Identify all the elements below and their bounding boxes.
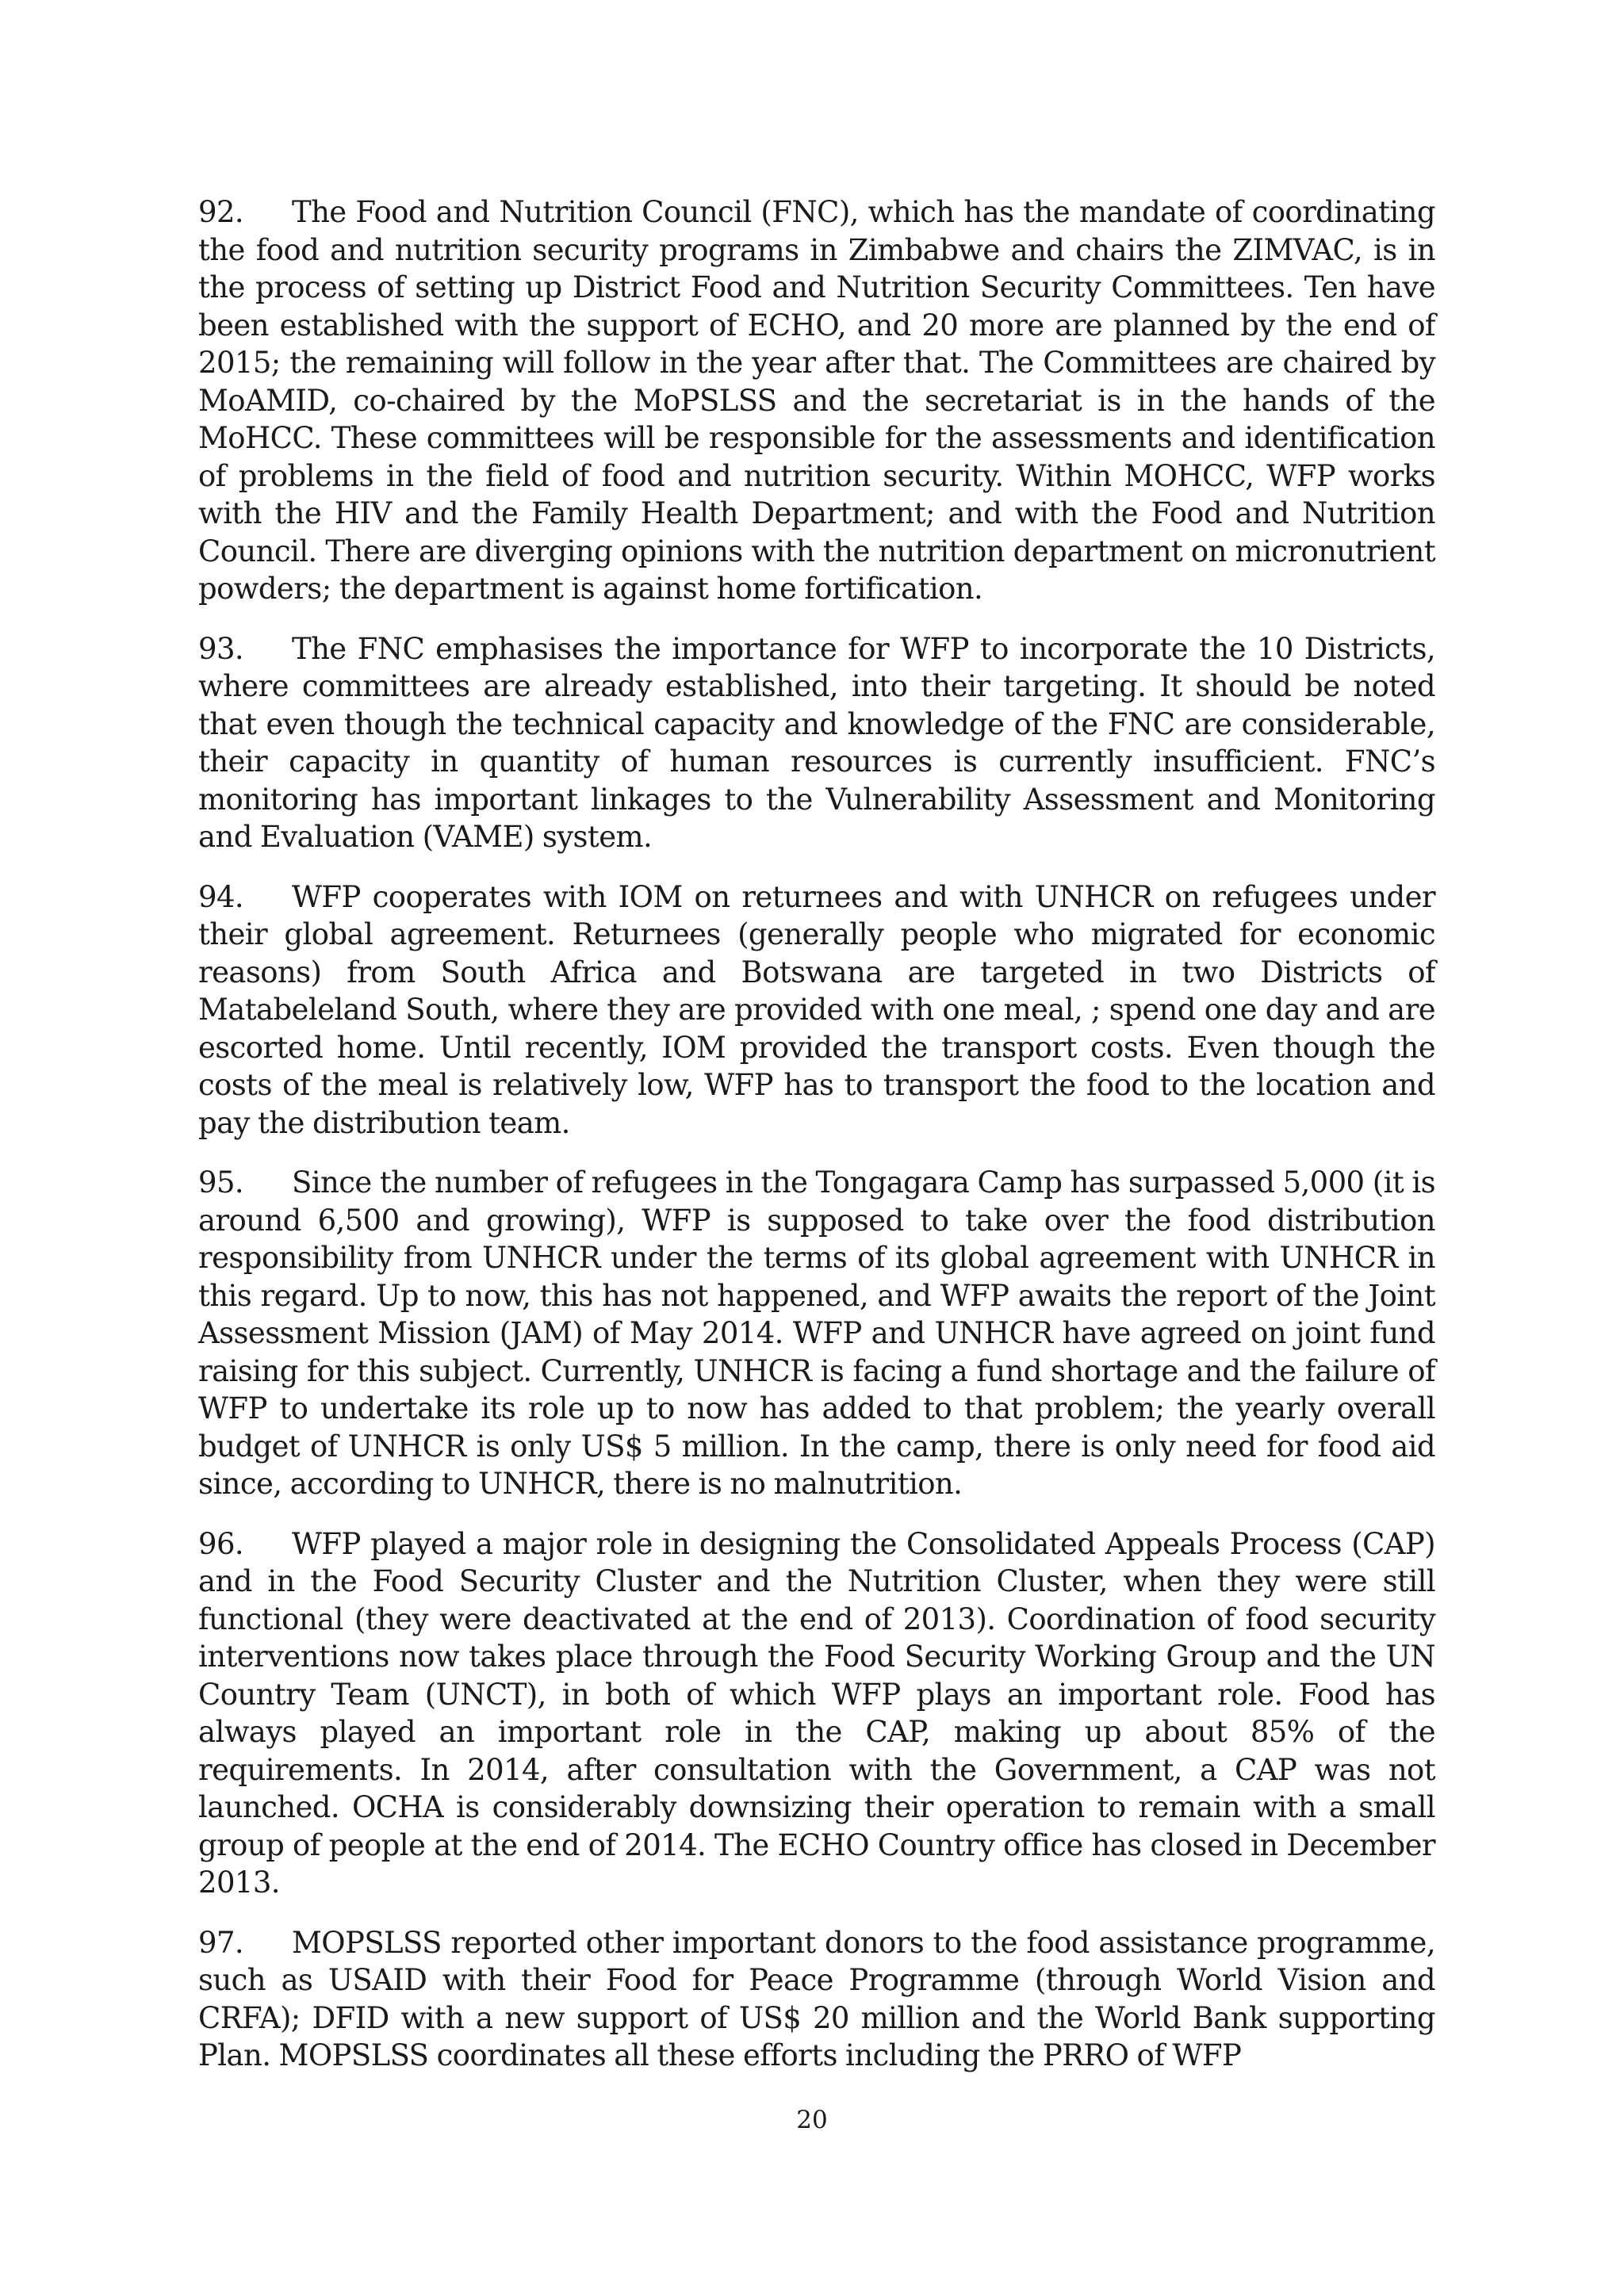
paragraph-text: MOPSLSS reported other important donors to the food assistance programme, such as USAID with their Food for Peace Programme (through World Vision and CRFA); DFID with a new support of US$ 20 million and the World Bank supporting Plan. MOPSLSS coordinates all these efforts including the PRRO of WFP	[198, 1925, 1435, 2072]
paragraph-number: 93.	[198, 631, 244, 666]
paragraph-93	[198, 630, 1435, 856]
paragraph-number: 95.	[198, 1165, 244, 1200]
paragraph-97	[198, 1924, 1435, 2075]
paragraph-number: 97.	[198, 1925, 244, 1960]
paragraph-96	[198, 1525, 1435, 1902]
page-number: 20	[796, 2106, 828, 2134]
paragraph-95	[198, 1164, 1435, 1503]
document-body	[198, 193, 1435, 2097]
paragraph-number: 96.	[198, 1526, 244, 1561]
paragraph-92	[198, 193, 1435, 608]
paragraph-number: 94.	[198, 879, 244, 914]
paragraph-text: WFP cooperates with IOM on returnees and with UNHCR on refugees under their global agreement. Returnees (generally people who migrated for economic reasons) from South Africa and Botswana are targeted in two Districts of Matabeleland South, where they are provided with one meal, ; spend one day and are escorted home. Until recently, IOM provided the transport costs. Even though the costs of the meal is relatively low, WFP has to transport the food to the location and pay the distribution team.	[198, 879, 1435, 1140]
paragraph-94	[198, 878, 1435, 1142]
paragraph-text: The Food and Nutrition Council (FNC), which has the mandate of coordinating the food and nutrition security programs in Zimbabwe and chairs the ZIMVAC, is in the process of setting up District Food and Nutrition Security Committees. Ten have been established with the support of ECHO, and 20 more are planned by the end of 2015; the remaining will follow in the year after that. The Committees are chaired by MoAMID, co-chaired by the MoPSLSS and the secretariat is in the hands of the MoHCC. These committees will be responsible for the assessments and identification of problems in the field of food and nutrition security. Within MOHCC, WFP works with the HIV and the Family Health Department; and with the Food and Nutrition Council. There are diverging opinions with the nutrition department on micronutrient powders; the department is against home fortification.	[198, 195, 1435, 606]
paragraph-number: 92.	[198, 195, 244, 229]
paragraph-text: WFP played a major role in designing the Consolidated Appeals Process (CAP) and in the Food Security Cluster and the Nutrition Cluster, when they were still functional (they were deactivated at the end of 2013). Coordination of food security interventions now takes place through the Food Security Working Group and the UN Country Team (UNCT), in both of which WFP plays an important role. Food has always played an important role in the CAP, making up about 85% of the requirements. In 2014, after consultation with the Government, a CAP was not launched. OCHA is considerably downsizing their operation to remain with a small group of people at the end of 2014. The ECHO Country office has closed in December 2013.	[198, 1526, 1435, 1900]
paragraph-text: Since the number of refugees in the Tongagara Camp has surpassed 5,000 (it is around 6,500 and growing), WFP is supposed to take over the food distribution responsibility from UNHCR under the terms of its global agreement with UNHCR in this regard. Up to now, this has not happened, and WFP awaits the report of the Joint Assessment Mission (JAM) of May 2014. WFP and UNHCR have agreed on joint fund raising for this subject. Currently, UNHCR is facing a fund shortage and the failure of WFP to undertake its role up to now has added to that problem; the yearly overall budget of UNHCR is only US$ 5 million. In the camp, there is only need for food aid since, according to UNHCR, there is no malnutrition.	[198, 1165, 1435, 1501]
paragraph-text: The FNC emphasises the importance for WFP to incorporate the 10 Districts, where committees are already established, into their targeting. It should be noted that even though the technical capacity and knowledge of the FNC are considerable, their capacity in quantity of human resources is currently insufficient. FNC’s monitoring has important linkages to the Vulnerability Assessment and Monitoring and Evaluation (VAME) system.	[198, 631, 1435, 854]
